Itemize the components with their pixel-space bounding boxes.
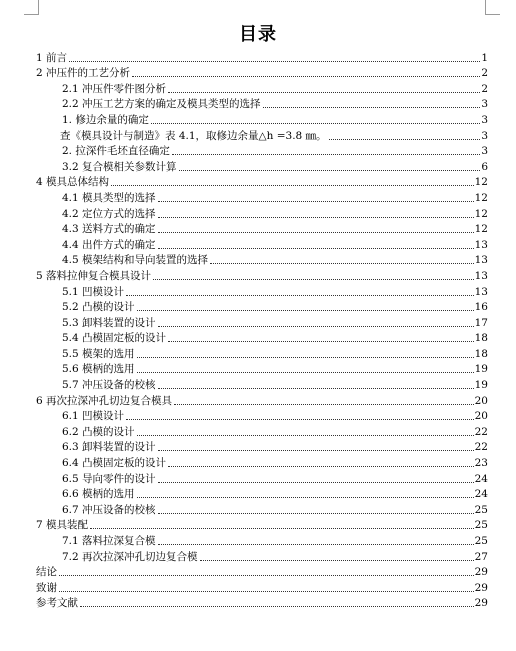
toc-entry[interactable] bbox=[36, 439, 488, 455]
toc-entry[interactable] bbox=[36, 595, 488, 611]
toc-entry[interactable] bbox=[36, 143, 488, 159]
toc-entry-page-number: 3 bbox=[481, 129, 488, 142]
table-of-contents bbox=[36, 49, 488, 610]
toc-entry-label: 6.2 凸模的设计 bbox=[62, 425, 135, 438]
toc-entry-label: 6.6 模柄的选用 bbox=[62, 488, 135, 501]
toc-entry-page-number: 18 bbox=[474, 347, 488, 360]
toc-entry-label: 6 再次拉深冲孔切边复合模具 bbox=[36, 394, 173, 407]
toc-entry-label: 4.2 定位方式的选择 bbox=[62, 207, 156, 220]
toc-entry[interactable] bbox=[36, 314, 488, 330]
toc-entry[interactable] bbox=[36, 423, 488, 439]
toc-entry-page-number: 12 bbox=[474, 207, 488, 220]
toc-entry-label: 2. 拉深件毛坯直径确定 bbox=[62, 145, 170, 158]
toc-dot-leader bbox=[158, 232, 474, 233]
toc-entry[interactable] bbox=[36, 236, 488, 252]
toc-entry-label: 7.2 再次拉深冲孔切边复合模 bbox=[62, 550, 198, 563]
toc-entry[interactable] bbox=[36, 330, 488, 346]
toc-entry-label: 查《模具设计与制造》表 4.1，取修边余量△h =3.8 ㎜。 bbox=[60, 129, 327, 142]
toc-dot-leader bbox=[90, 528, 474, 529]
toc-entry[interactable] bbox=[36, 221, 488, 237]
toc-entry-page-number: 3 bbox=[481, 113, 488, 126]
toc-entry[interactable] bbox=[36, 96, 488, 112]
toc-dot-leader bbox=[137, 372, 474, 373]
toc-entry-page-number: 22 bbox=[474, 425, 488, 438]
toc-entry[interactable] bbox=[36, 345, 488, 361]
toc-entry-label: 4 模具总体结构 bbox=[36, 176, 110, 189]
toc-entry-page-number: 3 bbox=[481, 98, 488, 111]
toc-entry-page-number: 12 bbox=[474, 176, 488, 189]
toc-entry[interactable] bbox=[36, 283, 488, 299]
toc-entry-page-number: 17 bbox=[474, 316, 488, 329]
toc-entry-page-number: 16 bbox=[474, 301, 488, 314]
toc-entry[interactable] bbox=[36, 267, 488, 283]
toc-entry[interactable] bbox=[36, 111, 488, 127]
toc-entry-label: 7 模具装配 bbox=[36, 519, 89, 532]
toc-dot-leader bbox=[200, 560, 474, 561]
toc-entry[interactable] bbox=[36, 299, 488, 315]
toc-entry-page-number: 20 bbox=[474, 394, 488, 407]
toc-entry[interactable] bbox=[36, 361, 488, 377]
toc-entry-page-number: 18 bbox=[474, 332, 488, 345]
toc-entry[interactable] bbox=[36, 49, 488, 65]
toc-dot-leader bbox=[151, 123, 480, 124]
toc-dot-leader bbox=[132, 76, 480, 77]
toc-entry-label: 6.7 冲压设备的校核 bbox=[62, 503, 156, 516]
toc-entry[interactable] bbox=[36, 517, 488, 533]
toc-dot-leader bbox=[69, 61, 480, 62]
toc-dot-leader bbox=[111, 185, 474, 186]
toc-entry-page-number: 19 bbox=[474, 363, 488, 376]
toc-entry[interactable] bbox=[36, 501, 488, 517]
toc-entry-page-number: 12 bbox=[474, 223, 488, 236]
toc-dot-leader bbox=[158, 513, 474, 514]
toc-entry-label: 5.4 凸模固定板的设计 bbox=[62, 332, 167, 345]
toc-entry-page-number: 13 bbox=[474, 254, 488, 267]
toc-dot-leader bbox=[158, 482, 474, 483]
toc-entry-page-number: 19 bbox=[474, 379, 488, 392]
toc-entry-label: 结论 bbox=[36, 566, 57, 579]
toc-entry-page-number: 13 bbox=[474, 285, 488, 298]
toc-entry-label: 5.3 卸料装置的设计 bbox=[62, 316, 156, 329]
toc-entry-label: 参考文献 bbox=[36, 597, 78, 610]
toc-dot-leader bbox=[137, 497, 474, 498]
toc-dot-leader bbox=[179, 170, 481, 171]
toc-entry-label: 1 前言 bbox=[36, 51, 68, 64]
toc-dot-leader bbox=[168, 466, 474, 467]
toc-entry-label: 5.2 凸模的设计 bbox=[62, 301, 135, 314]
toc-dot-leader bbox=[126, 295, 474, 296]
page-title: 目录 bbox=[239, 24, 277, 45]
toc-dot-leader bbox=[158, 201, 474, 202]
toc-entry-label: 4.3 送料方式的确定 bbox=[62, 223, 156, 236]
toc-dot-leader bbox=[168, 341, 474, 342]
toc-dot-leader bbox=[158, 217, 474, 218]
toc-entry-page-number: 24 bbox=[474, 472, 488, 485]
toc-entry[interactable] bbox=[36, 65, 488, 81]
toc-entry-page-number: 2 bbox=[481, 82, 488, 95]
toc-dot-leader bbox=[158, 388, 474, 389]
toc-entry[interactable] bbox=[36, 486, 488, 502]
toc-entry[interactable] bbox=[36, 127, 488, 143]
toc-entry[interactable] bbox=[36, 470, 488, 486]
toc-dot-leader bbox=[137, 435, 474, 436]
toc-entry-page-number: 29 bbox=[474, 597, 488, 610]
toc-entry-page-number: 25 bbox=[474, 535, 488, 547]
toc-dot-leader bbox=[59, 591, 474, 592]
toc-entry-label: 6.4 凸模固定板的设计 bbox=[62, 457, 167, 470]
toc-entry[interactable] bbox=[36, 564, 488, 580]
toc-dot-leader bbox=[210, 263, 474, 264]
toc-dot-leader bbox=[168, 92, 480, 93]
toc-entry-page-number: 12 bbox=[474, 191, 488, 204]
toc-dot-leader bbox=[153, 279, 474, 280]
toc-dot-leader bbox=[80, 606, 474, 607]
toc-entry[interactable] bbox=[36, 532, 488, 548]
toc-entry-label: 2.2 冲压工艺方案的确定及模具类型的选择 bbox=[62, 98, 261, 111]
toc-entry[interactable] bbox=[36, 454, 488, 470]
toc-entry-label: 3.2 复合模相关参数计算 bbox=[62, 160, 177, 173]
toc-entry-page-number: 27 bbox=[474, 550, 488, 563]
toc-entry[interactable] bbox=[36, 189, 488, 205]
toc-entry-label: 5.5 模架的选用 bbox=[62, 347, 135, 360]
toc-entry-label: 4.4 出件方式的确定 bbox=[62, 238, 156, 251]
toc-entry-label: 6.1 凹模设计 bbox=[62, 410, 125, 423]
page-corner-mark bbox=[485, 0, 500, 15]
toc-entry[interactable] bbox=[36, 579, 488, 595]
toc-entry-page-number: 13 bbox=[474, 238, 488, 251]
toc-entry-page-number: 2 bbox=[481, 67, 488, 80]
toc-entry-label: 4.5 模架结构和导向装置的选择 bbox=[62, 254, 209, 267]
toc-dot-leader bbox=[172, 154, 480, 155]
toc-entry-label: 5.7 冲压设备的校核 bbox=[62, 379, 156, 392]
toc-entry-label: 5.6 模柄的选用 bbox=[62, 363, 135, 376]
toc-entry[interactable] bbox=[36, 392, 488, 408]
toc-dot-leader bbox=[137, 357, 474, 358]
toc-entry-label: 2.1 冲压件零件图分析 bbox=[62, 82, 167, 95]
toc-dot-leader bbox=[59, 575, 474, 576]
toc-entry-label: 6.3 卸料装置的设计 bbox=[62, 441, 156, 454]
toc-entry[interactable] bbox=[36, 548, 488, 564]
toc-entry[interactable] bbox=[36, 174, 488, 190]
toc-dot-leader bbox=[263, 107, 481, 108]
toc-dot-leader bbox=[158, 248, 474, 249]
page-corner-mark bbox=[24, 0, 39, 15]
toc-entry[interactable] bbox=[36, 205, 488, 221]
toc-entry-page-number: 13 bbox=[474, 269, 488, 282]
toc-entry-label: 4.1 模具类型的选择 bbox=[62, 191, 156, 204]
toc-dot-leader bbox=[158, 450, 474, 451]
toc-entry-page-number: 1 bbox=[481, 51, 488, 64]
toc-entry-page-number: 29 bbox=[474, 566, 488, 579]
toc-dot-leader bbox=[126, 419, 474, 420]
toc-entry-page-number: 25 bbox=[474, 503, 488, 516]
toc-entry-page-number: 24 bbox=[474, 488, 488, 501]
toc-entry-label: 6.5 导向零件的设计 bbox=[62, 472, 156, 485]
toc-dot-leader bbox=[158, 544, 474, 545]
toc-entry-page-number: 22 bbox=[474, 441, 488, 454]
toc-entry-label: 5 落料拉伸复合模具设计 bbox=[36, 269, 152, 282]
toc-entry[interactable] bbox=[36, 408, 488, 424]
toc-entry-label: 7.1 落料拉深复合模 bbox=[62, 535, 156, 547]
toc-dot-leader bbox=[174, 404, 474, 405]
toc-entry-page-number: 23 bbox=[474, 457, 488, 470]
toc-entry[interactable] bbox=[36, 252, 488, 268]
toc-entry-label: 5.1 凹模设计 bbox=[62, 285, 125, 298]
toc-dot-leader bbox=[158, 326, 474, 327]
toc-entry[interactable] bbox=[36, 158, 488, 174]
toc-entry-page-number: 29 bbox=[474, 581, 488, 594]
toc-entry-label: 致谢 bbox=[36, 581, 57, 594]
toc-entry-page-number: 3 bbox=[481, 145, 488, 158]
toc-entry-page-number: 20 bbox=[474, 410, 488, 423]
toc-entry-label: 2 冲压件的工艺分析 bbox=[36, 67, 131, 80]
toc-dot-leader bbox=[329, 139, 481, 140]
toc-entry-label: 1. 修边余量的确定 bbox=[62, 113, 149, 126]
toc-entry-page-number: 25 bbox=[474, 519, 488, 532]
toc-entry[interactable] bbox=[36, 376, 488, 392]
toc-entry-page-number: 6 bbox=[481, 160, 488, 173]
toc-entry[interactable] bbox=[36, 80, 488, 96]
toc-dot-leader bbox=[137, 310, 474, 311]
